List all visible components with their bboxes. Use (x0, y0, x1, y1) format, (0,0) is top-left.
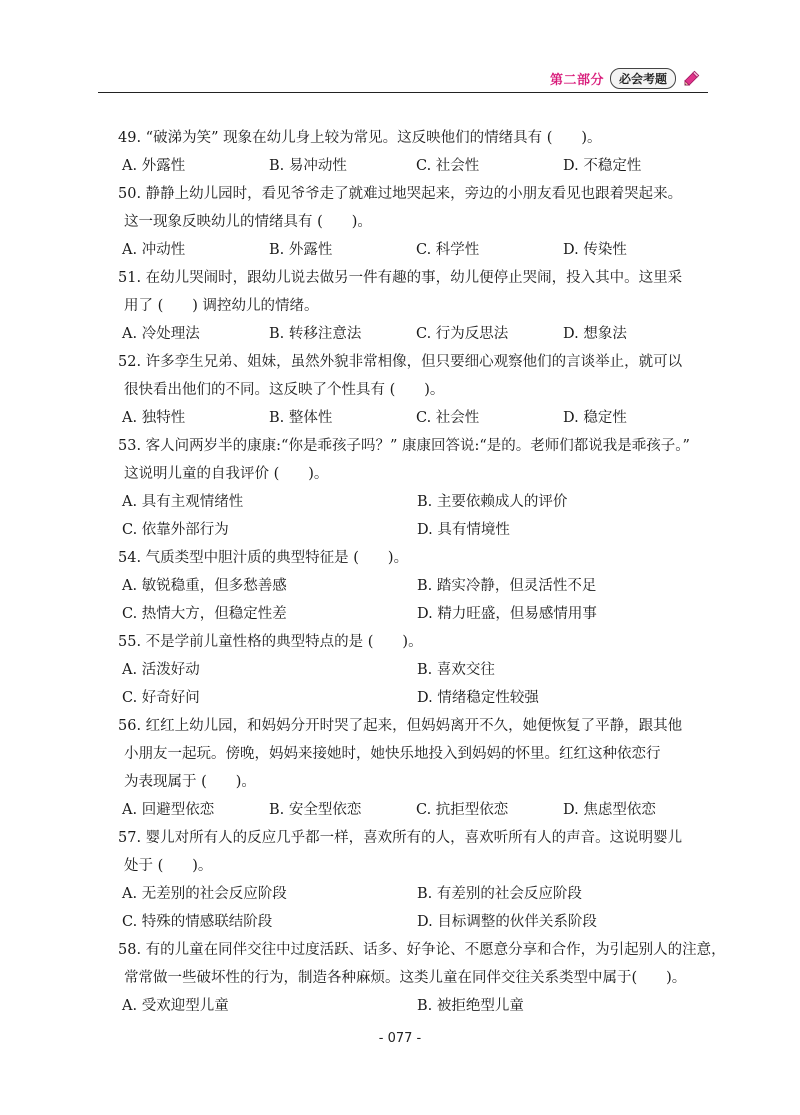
question-stem-line: 54. 气质类型中胆汁质的典型特征是 ( )。 (118, 550, 409, 566)
question-stem-line: 52. 许多孪生兄弟、姐妹，虽然外貌非常相像，但只要细心观察他们的言谈举止，就可以 (118, 354, 683, 370)
answer-option: B. 整体性 (269, 410, 333, 426)
answer-option: B. 喜欢交往 (417, 662, 495, 678)
answer-option: A. 活泼好动 (122, 662, 200, 678)
header-part-title: 第二部分 (549, 72, 604, 88)
option-row (118, 572, 718, 600)
answer-option: A. 独特性 (122, 410, 186, 426)
answer-option: A. 受欢迎型儿童 (122, 998, 229, 1014)
answer-option: A. 具有主观情绪性 (122, 494, 244, 510)
question-stem-line: 58. 有的儿童在同伴交往中过度活跃、话多、好争论、不愿意分享和合作，为引起别人的注意， (118, 942, 726, 958)
answer-option: A. 敏锐稳重，但多愁善感 (122, 578, 287, 594)
answer-option: C. 科学性 (416, 242, 480, 258)
answer-option: A. 无差别的社会反应阶段 (122, 886, 287, 902)
question-item (118, 544, 718, 628)
answer-option: D. 想象法 (563, 326, 627, 342)
option-row (118, 488, 718, 516)
answer-option: C. 抗拒型依恋 (416, 802, 509, 818)
question-item (118, 432, 718, 544)
answer-option: B. 踏实冷静，但灵活性不足 (417, 578, 597, 594)
answer-option: C. 依靠外部行为 (122, 522, 229, 538)
question-stem-line: 53. 客人问两岁半的康康:“你是乖孩子吗？” 康康回答说:“是的。老师们都说我是乖孩子。” (118, 438, 690, 454)
option-row (118, 796, 718, 824)
answer-option: C. 社会性 (416, 410, 480, 426)
option-row (118, 656, 718, 684)
answer-option: D. 焦虑型依恋 (563, 802, 656, 818)
option-row (118, 600, 718, 628)
answer-option: C. 好奇好问 (122, 690, 200, 706)
option-row (118, 152, 718, 180)
question-item (118, 264, 718, 348)
header-badge: 必会考题 (610, 68, 676, 89)
option-row (118, 236, 718, 264)
answer-option: B. 被拒绝型儿童 (417, 998, 524, 1014)
page-number: - 077 - (378, 1031, 422, 1046)
question-stem-line: 很快看出他们的不同。这反映了个性具有 ( )。 (124, 382, 445, 398)
answer-option: A. 回避型依恋 (122, 802, 215, 818)
question-stem-line: 这一现象反映幼儿的情绪具有 ( )。 (124, 214, 372, 230)
option-row (118, 320, 718, 348)
question-item (118, 628, 718, 712)
answer-option: B. 易冲动性 (269, 158, 347, 174)
answer-option: B. 主要依赖成人的评价 (417, 494, 568, 510)
question-item (118, 124, 718, 180)
question-stem-line: 处于 ( )。 (124, 858, 213, 874)
option-row (118, 908, 718, 936)
question-item (118, 936, 726, 1020)
answer-option: B. 转移注意法 (269, 326, 362, 342)
answer-option: A. 外露性 (122, 158, 186, 174)
question-item (118, 180, 718, 264)
question-item (118, 712, 718, 824)
answer-option: C. 热情大方，但稳定性差 (122, 606, 287, 622)
question-item (118, 348, 718, 432)
answer-option: B. 外露性 (269, 242, 333, 258)
answer-option: D. 情绪稳定性较强 (417, 690, 539, 706)
answer-option: B. 有差别的社会反应阶段 (417, 886, 582, 902)
answer-option: C. 特殊的情感联结阶段 (122, 914, 273, 930)
answer-option: D. 精力旺盛，但易感情用事 (417, 606, 597, 622)
question-stem-line: 49. “破涕为笑” 现象在幼儿身上较为常见。这反映他们的情绪具有 ( )。 (118, 130, 602, 146)
question-stem-line: 55. 不是学前儿童性格的典型特点的是 ( )。 (118, 634, 423, 650)
question-stem-line: 56. 红红上幼儿园，和妈妈分开时哭了起来，但妈妈离开不久，她便恢复了平静，跟其他 (118, 718, 683, 734)
question-stem-line: 51. 在幼儿哭闹时，跟幼儿说去做另一件有趣的事，幼儿便停止哭闹，投入其中。这里采 (118, 270, 683, 286)
answer-option: C. 社会性 (416, 158, 480, 174)
question-stem-line: 小朋友一起玩。傍晚，妈妈来接她时，她快乐地投入到妈妈的怀里。红红这种依恋行 (124, 746, 661, 762)
question-list (118, 124, 726, 1020)
answer-option: A. 冷处理法 (122, 326, 200, 342)
option-row (118, 516, 718, 544)
answer-option: D. 不稳定性 (563, 158, 642, 174)
question-stem-line: 常常做一些破坏性的行为，制造各种麻烦。这类儿童在同伴交往关系类型中属于( )。 (124, 970, 687, 986)
page-header (98, 62, 708, 93)
answer-option: B. 安全型依恋 (269, 802, 362, 818)
answer-option: D. 目标调整的伙伴关系阶段 (417, 914, 597, 930)
answer-option: A. 冲动性 (122, 242, 186, 258)
question-item (118, 824, 718, 936)
answer-option: D. 稳定性 (563, 410, 627, 426)
option-row (118, 684, 718, 712)
answer-option: D. 传染性 (563, 242, 627, 258)
option-row (118, 404, 718, 432)
answer-option: C. 行为反思法 (416, 326, 509, 342)
question-stem-line: 用了 ( ) 调控幼儿的情绪。 (124, 298, 319, 314)
pencil-icon (682, 68, 702, 88)
question-stem-line: 57. 婴儿对所有人的反应几乎都一样，喜欢所有的人，喜欢听所有人的声音。这说明婴儿 (118, 830, 683, 846)
answer-option: D. 具有情境性 (417, 522, 510, 538)
question-stem-line: 为表现属于 ( )。 (124, 774, 256, 790)
option-row (118, 992, 718, 1020)
question-stem-line: 50. 静静上幼儿园时，看见爷爷走了就难过地哭起来，旁边的小朋友看见也跟着哭起来。 (118, 186, 683, 202)
header-section-label (550, 67, 702, 89)
question-stem-line: 这说明儿童的自我评价 ( )。 (124, 466, 329, 482)
option-row (118, 880, 718, 908)
